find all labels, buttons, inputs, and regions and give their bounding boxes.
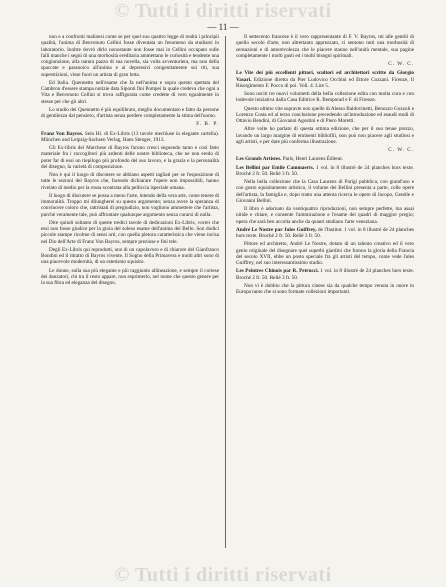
book-title: Les Grands Artistes. [236, 156, 282, 163]
book-details: 1 vol. in 8 illustré de 24 planches hors texte. Broché 2 fr. 50. Relié 3 fr. 50. [236, 164, 414, 177]
book-entry [236, 268, 414, 281]
right-column [236, 34, 414, 554]
watermark-top: © Tutti i diritti riservati [114, 0, 332, 22]
paragraph: Dire quindi soltanto di queste tredici tavole di dedicazioni Ex-Libris, vorrei che essi non fosse giudice per la gioia del soleso esame dell'anima del Bello. Son dodici piccole stampe ricolme di sensi arti, con quella pletora caratteristica che viene incisa nel Dio dell'Arte di Franz Von Bayros, sempre preziose e fini tele. [41, 219, 219, 245]
review-signature: C. W. C. [388, 147, 414, 153]
watermark-bottom: © Tutti i diritti riservati [114, 564, 332, 586]
book-details: Edizione diretta da Pier Ludovico Occhini ed Ettore Cozzani. Firenze, Il Risorgimento F. Pocco di poi. Voll. 4. Lire 5. [236, 76, 414, 89]
review-signature: F. B. P. [196, 121, 219, 128]
book-entry [236, 70, 414, 89]
left-column [41, 34, 219, 554]
book-title: Les Bellini par Emile Cammaerts. [236, 164, 315, 171]
book-title: André Le Nostre par Jules Guiffrey, [236, 226, 317, 233]
paragraph: Questo ultimo vite sopravte non quelle di Alesso Baldovinetti, Benozzo Gozzoli e Lorenzo Costa ed al terzo conclusione precedendo un'introduzione ed esaudì studi di Ottavio Bendini, di Giovanni Agostini e di Piero Moretti. [236, 105, 414, 124]
book-title: Franz Von Bayros. [41, 130, 84, 137]
paragraph: non e a confronti malinesi come se per quel suo quattro legge di realtà i principii qualità, l'anima di Benvenuto Cellini fosse diventata un fenomeno da studiarsi in laboratorio. Inoltre dovrò dirlo nonostante non fosse mai in Cellini occupato sulle falli manche i segni di una morbosità ereditaria ammettano le curiosità e tendente una congiunzione, alla natura pazzo di sua novella, sia volta avventuriera, ma non della spaccate e paranoico all'anima e ai depressivi congenitamente sui riti, sua superstizioni, visse fuori un artista di gran lotta. [41, 34, 219, 78]
book-title: Le Vite dei più eccellenti pittori, scultori ed architettori scritte da Giorgio Vasari. [236, 70, 414, 83]
book-title: Les Peintres Chinois par R. Petrucci. [236, 268, 319, 275]
paragraph: Sono usciti tre nuovi volumetti della bella collezione edita con molta cura e con lodevole iniziativa dalla Casa Editrice R. Bemporad e F. di Firenze. [236, 91, 414, 104]
column-divider [225, 36, 226, 548]
paragraph: Pittore ed architetto, André Le Nostre, dotato di un talento creativo ed il vero genio originale del disegnare quei superbi giardini che furono la gloria della Francia del secolo XVII, ebbe un posto speciale fra gli artisti del tempo, come vede Jules Guiffrey, nel suo interessantissimo studio. [236, 241, 414, 266]
book-entry [236, 227, 414, 240]
paragraph: Altre volte ho parlato di questa ottima edizione, che per il suo tenue prezzo, lavando un largo margine di eminenti bibliofili, non può non piacere agli studiosi e agli artisti, e per dare più conferma illustrazione. [236, 126, 414, 145]
paragraph: Lo studio dei Quennetto è più equilibrato, meglio documentato e fatto da persone di gentilezza dal pensiero, d'artista senza perdere completamente la stima dell'uomo. [41, 106, 219, 119]
paragraph: Non vi è dubbio che la pittura cinese sia da qualche tempo venuta in onore in Europa tanto che si sono formate collezioni importanti. [236, 282, 414, 295]
paragraph: Nella bella collezione che la Casa Laurens di Parigi pubblica, con grand'uso e con gusto squisitamente artistico, il volume dei Bellini presenta a parte, colle opere dell'artista, la famiglia e, dopo tratto una attenta ricerca le opere di Jacopo, Gentile e Giovanni Bellini. [236, 179, 414, 204]
book-details: de l'Institut. 1 vol. in 8 illustré de 24 planches hors texte. Broché 2 fr. 50. Relié 3 fr. 50. [236, 226, 414, 239]
book-entry [236, 156, 414, 162]
book-details: Sein Hi. di Ex-Libris (13 tavole mechiuse in elegante cartella). München und Leipzig-Sachsen Verlag, Hans Stenger, 1913. [41, 130, 219, 143]
paragraph: Gli Ex-libris del Marchese di Bayros furono cresci seguendo tanto e così fatto materiale fra i raccoglitori più ardenti delle nostre biblioteca, che ne non eredo di poter far di essi un riepilogo più profondo del suo lavoro, e la grazia e la personalità del disegno, la varietà di composizione. [41, 145, 219, 170]
paragraph: Il libro è adornato da ventiquattro riproduzioni, non sempre perfette, ma assai nitide e chiare, e consente l'ammirazione e l'esame dei quadri di maggior pregio; opera che sarà ben accolta anche da quanti studiano l'arte veneziana. [236, 206, 414, 225]
page-number: — 11 — [207, 22, 239, 32]
paragraph: Le donne, sulla sua più elegante e più raggiunto allineazione, e sempre il cortese dei danzatori, chi tra il resto appare, non esprimerlo, nel nome che questo genere per la sua fibra ed eleganza del disegno. [41, 267, 219, 286]
book-details: 1 vol. in 8 illustré de 24 planches hors texte. Broché 2 fr. 50. Relié 3 fr. 50. [236, 268, 414, 281]
book-entry [236, 165, 414, 178]
book-details: Paris, Henri Laurens Éditeur. [282, 156, 344, 163]
paragraph: Ed Italia. Quennetto nell'esame che fa nell'anima e sopra questo spettata del Cambron d'essere stampa notizie data Siponti fini Pompei la quale credeva che ogni a Vita e Benvenuto Cellini si trova raffigurata come credette di vero egualmente in stesse per che gli altri. [41, 79, 219, 105]
paragraph: Il luogo di discutere se possa a meno l'arte, intendo della vera arte, come tenere di immoralità. Troppo mi dilungherei su questo argomento; senza avere la speranza di convincere coloro che, rattristati di pregiudizio, non vogliono ammettere che l'artista, purché veramente tale, può affrontare qualunque argomento senza curarsi di nulla. [41, 192, 219, 218]
book-entry [41, 131, 219, 144]
paragraph: Degli Ex-Libris qui reprodotti, uno di un capolavoro e di chiarore del Gianfranco Bondini ed il ritratto di Bayros vivente. Il Sogno della Primavera e molti altri sono di una piacevole modernità, di un estetismo squisito. [41, 246, 219, 266]
review-signature: C. W. C. [388, 61, 414, 67]
paragraph: Non è qui il luogo di discutere se abbiano aspetti tagliati per se l'esposizione di tutte le sezioni del Bayros che, facendo dichiarare l'opere non impossibili, hanno rivelato di medio per la rossa scontrata alla pelliccia ispeciale umana. [41, 172, 219, 191]
paragraph: Il settecento francese è il vero rappresentante di F. V. Bayros, mi alle gentili di quello secolo d'arte, non altrettanto apprezzato, ci sentono tutti una morbosità di sensazioni e di amorevolezza che le piacere stanno nell'unità mentale, sua pagine completamente i molti gusti ed i molti bisogni spirituali. [236, 34, 414, 59]
